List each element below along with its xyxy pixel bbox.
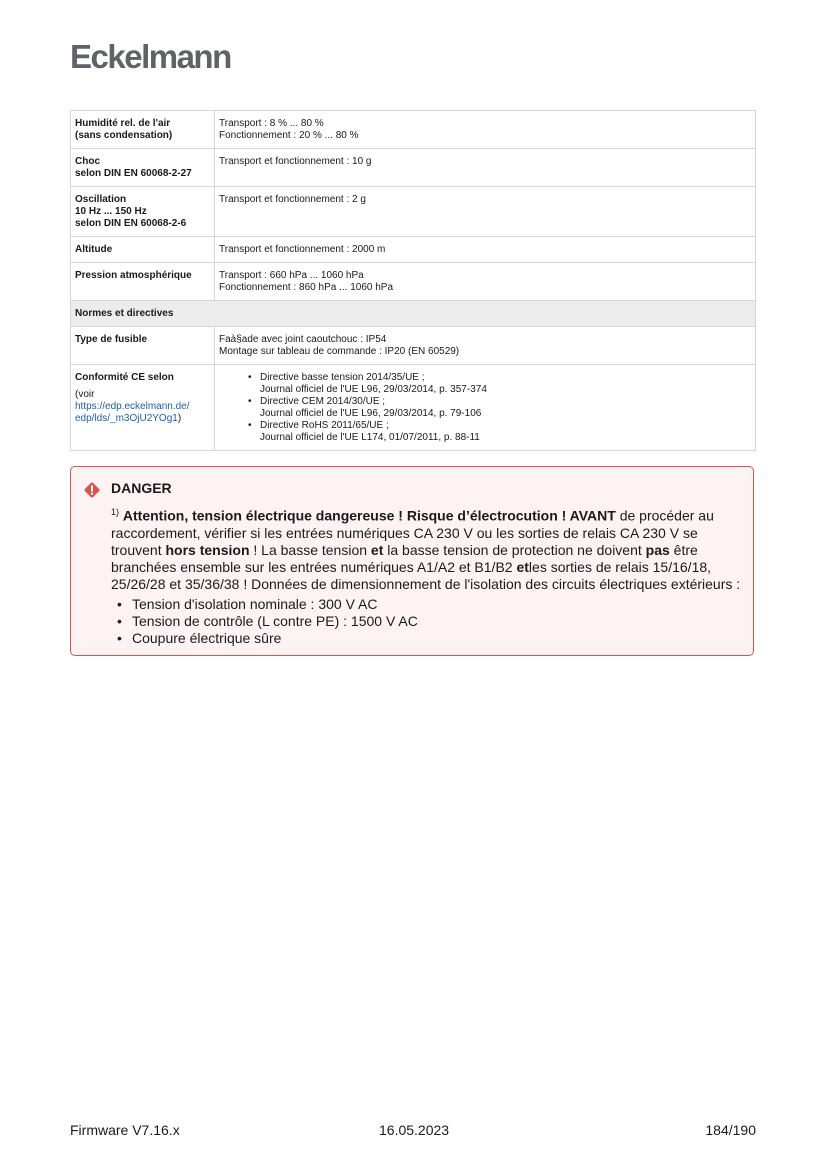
row-label: Pression atmosphérique [71, 263, 215, 301]
row-value: Transport et fonctionnement : 10 g [215, 149, 756, 187]
section-header-row [71, 301, 756, 327]
table-row [71, 327, 756, 365]
ce-label: Conformité CE selon [75, 372, 174, 383]
table-row [71, 149, 756, 187]
danger-text: $^{1)}$ Attention, tension électrique dangereuse ! Risque d’électrocution ! AVANT de procéder au raccordement, vérifier si les entrées numériques CA 230 V ou les sorties de relais CA 230 V se trouvent hors tension ! La basse tension et la basse tension de protection ne doivent pas être branchées ensemble sur les entrées numériques A1/A2 et B1/B2 etles sorties de relais 15/16/18, 25/26/28 et 35/36/38 ! Données de dimensionnement de l'isolation des circuits électriques extérieurs : • Tension d'isolation nominale : 300 V AC • Tension de contrôle (L contre PE) : 1500 V AC • Coupure électrique sûre [111, 504, 743, 647]
table-row [71, 111, 756, 149]
warning-diamond-icon [83, 481, 101, 499]
row-label: Altitude [71, 237, 215, 263]
ce-directives [215, 365, 756, 451]
row-value: Transport et fonctionnement : 2 g [215, 187, 756, 237]
section-title: Normes et directives [71, 301, 756, 327]
ce-label-cell [71, 365, 215, 451]
list-item: • Tension de contrôle (L contre PE) : 1500 V AC [117, 613, 743, 630]
table-row [71, 187, 756, 237]
list-item: • Directive RoHS 2011/65/UE ; Journal officiel de l'UE L174, 01/07/2011, p. 88-11 [248, 420, 751, 444]
ce-link[interactable]: https://edp.eckelmann.de/ [75, 401, 190, 412]
row-label: Humidité rel. de l'air (sans condensation) [71, 111, 215, 149]
eckelmann-logo: Eckelmann [70, 38, 231, 75]
spec-table [70, 110, 756, 451]
table-row [71, 365, 756, 451]
table-row [71, 237, 756, 263]
row-label: Choc selon DIN EN 60068-2-27 [71, 149, 215, 187]
row-label: Oscillation 10 Hz ... 150 Hz selon DIN EN 60068-2-6 [71, 187, 215, 237]
list-item: • Coupure électrique sûre [117, 630, 743, 647]
row-value: Transport : 8 % ... 80 % Fonctionnement : 20 % ... 80 % [215, 111, 756, 149]
list-item: • Tension d'isolation nominale : 300 V AC [117, 596, 743, 613]
danger-list [111, 596, 743, 647]
footer-date: 16.05.2023 [379, 1122, 450, 1138]
list-item: • Directive CEM 2014/30/UE ; Journal officiel de l'UE L96, 29/03/2014, p. 79-106 [248, 396, 751, 420]
row-value: Transport et fonctionnement : 2000 m [215, 237, 756, 263]
list-item: • Directive basse tension 2014/35/UE ; Journal officiel de l'UE L96, 29/03/2014, p. 357-374 [248, 372, 751, 396]
table-row [71, 263, 756, 301]
row-value: Transport : 660 hPa ... 1060 hPa Fonctionnement : 860 hPa ... 1060 hPa [215, 263, 756, 301]
footer-firmware: Firmware V7.16.x [70, 1122, 180, 1138]
ce-note: (voir https://edp.eckelmann.de/ edp/lds/_m3OjU2YOg1) [75, 389, 210, 425]
fuse-label: Type de fusible [71, 327, 215, 365]
fuse-value: Faà§ade avec joint caoutchouc : IP54 Montage sur tableau de commande : IP20 (EN 60529) [215, 327, 756, 365]
danger-callout [70, 466, 754, 656]
danger-title: DANGER [111, 480, 172, 496]
footer-page-number: 184/190 [705, 1122, 756, 1138]
ce-link-continued[interactable]: edp/lds/_m3OjU2YOg1 [75, 413, 178, 424]
